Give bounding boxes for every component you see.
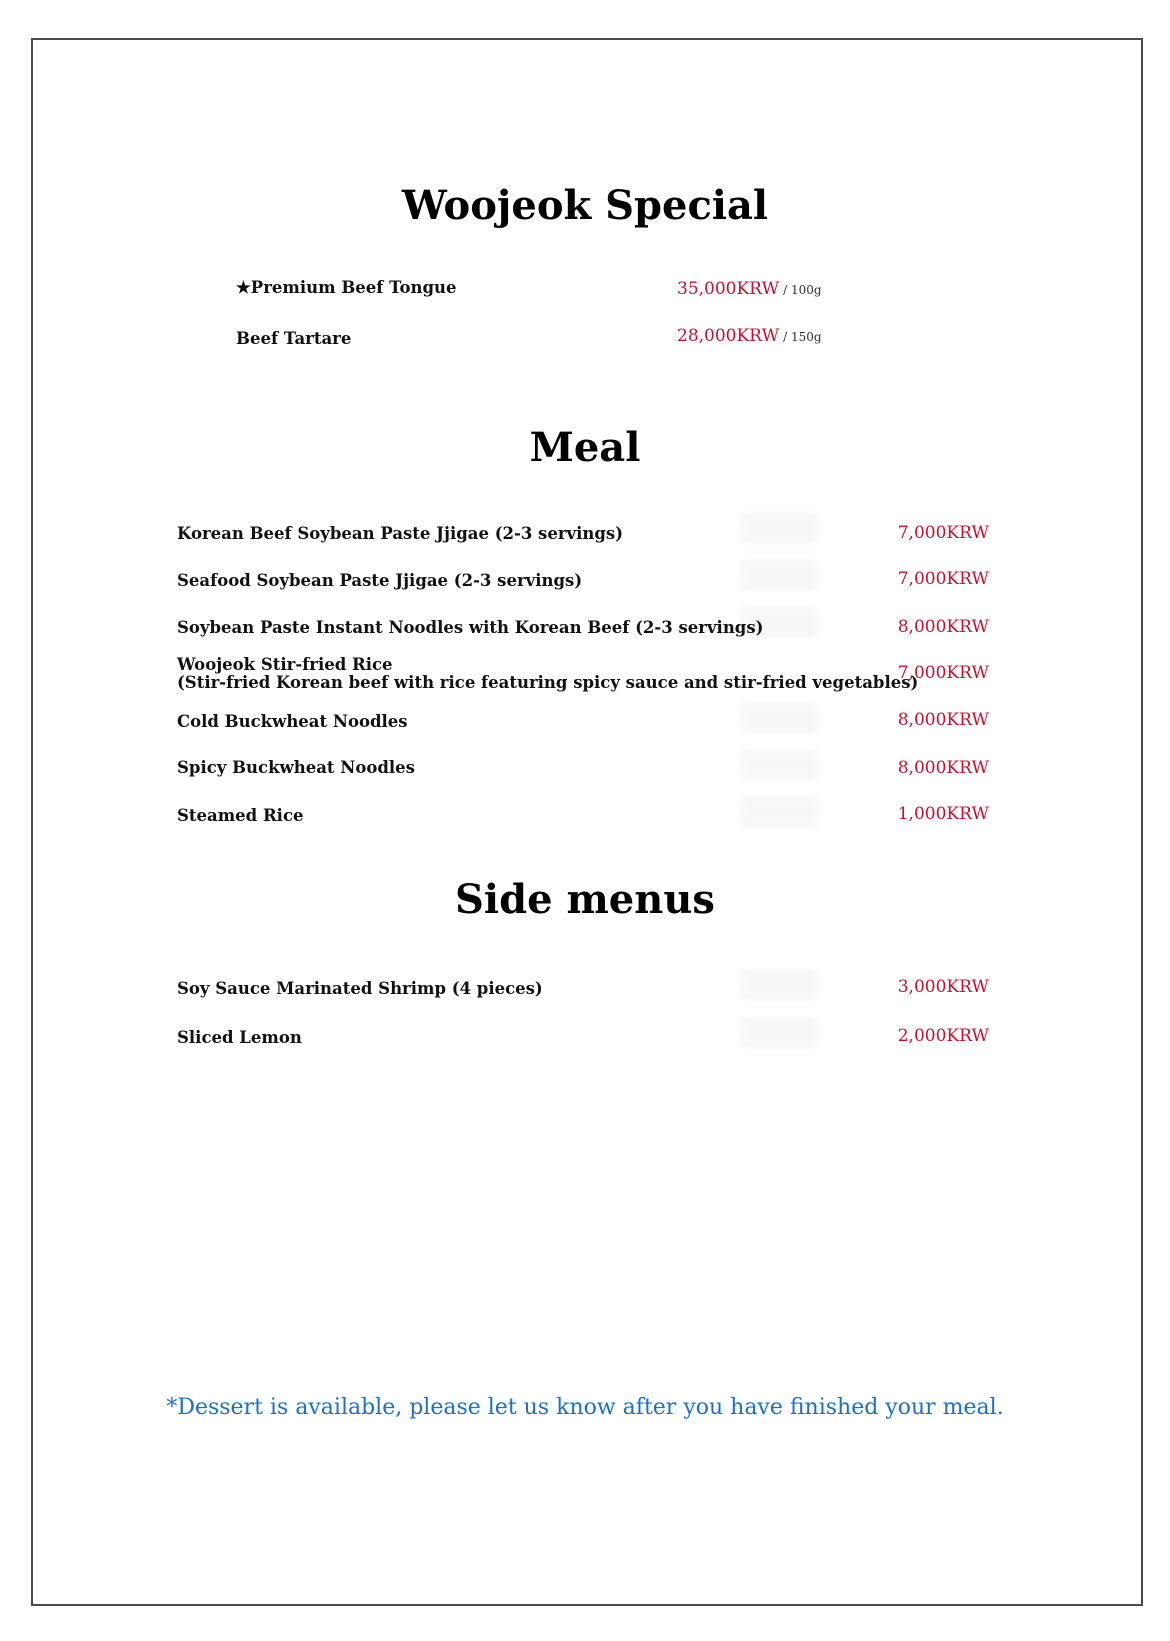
meal-item-price: 7,000KRW [897, 569, 989, 589]
side-item-name: Sliced Lemon [177, 1028, 302, 1047]
meal-item-name: Cold Buckwheat Noodles [177, 712, 408, 731]
meal-item-name: Spicy Buckwheat Noodles [177, 758, 415, 777]
meal-item-name: Woojeok Stir-fried Rice [177, 655, 393, 674]
meal-item-description: (Stir-fried Korean beef with rice featuring spicy sauce and stir-fried vegetables) [177, 673, 919, 692]
side-item-price: 3,000KRW [897, 977, 989, 997]
faded-mark [740, 750, 818, 780]
price-value: 28,000KRW [677, 326, 780, 346]
side-item-name: Soy Sauce Marinated Shrimp (4 pieces) [177, 979, 543, 998]
meal-item-price: 7,000KRW [897, 663, 989, 683]
meal-item-name: Soybean Paste Instant Noodles with Korean Beef (2-3 servings) [177, 618, 764, 637]
faded-mark [740, 970, 818, 1000]
meal-item-price: 8,000KRW [897, 758, 989, 778]
price-unit: / 100g [783, 283, 822, 297]
special-item-price-premium-beef-tongue [677, 281, 822, 298]
side-item-price: 2,000KRW [897, 1026, 989, 1046]
dessert-footnote: *Dessert is available, please let us know after you have finished your meal. [166, 1395, 1004, 1420]
meal-item-name: Seafood Soybean Paste Jjigae (2-3 servings) [177, 571, 583, 590]
special-item-name-premium-beef-tongue: ★Premium Beef Tongue [236, 278, 457, 297]
faded-mark [740, 560, 818, 590]
meal-item-name: Steamed Rice [177, 806, 304, 825]
special-item-price-beef-tartare [677, 328, 822, 345]
special-item-name-beef-tartare: Beef Tartare [236, 329, 352, 348]
faded-mark [740, 703, 818, 733]
price-value: 35,000KRW [677, 279, 780, 299]
section-title-meal: Meal [529, 424, 641, 471]
faded-mark [740, 797, 818, 827]
section-title-special: Woojeok Special [401, 182, 769, 229]
faded-mark [740, 513, 818, 543]
meal-item-name: Korean Beef Soybean Paste Jjigae (2-3 servings) [177, 524, 624, 543]
faded-mark [740, 1018, 818, 1048]
meal-item-price: 1,000KRW [897, 804, 989, 824]
meal-item-price: 8,000KRW [897, 617, 989, 637]
section-title-side-menus: Side menus [455, 876, 715, 923]
meal-item-price: 7,000KRW [897, 523, 989, 543]
price-unit: / 150g [783, 330, 822, 344]
meal-item-price: 8,000KRW [897, 710, 989, 730]
